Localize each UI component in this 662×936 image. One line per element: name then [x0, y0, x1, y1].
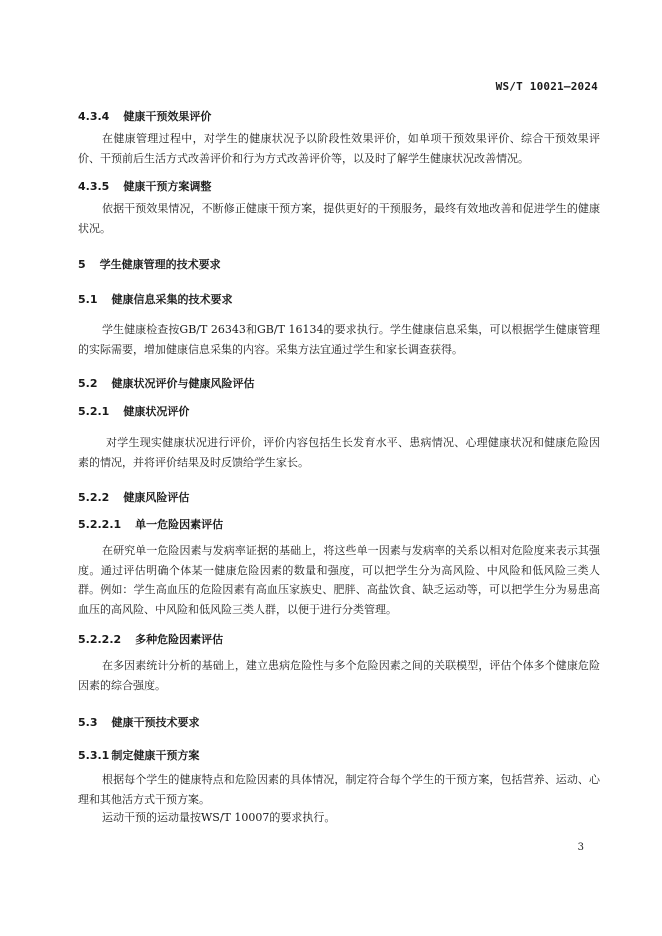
section-heading-5-3-1 [78, 747, 199, 763]
section-number: 4.3.4 [78, 110, 110, 123]
paragraph-5-1: 学生健康检查按GB/T 26343和GB/T 16134的要求执行。学生健康信息采集，可以根据学生健康管理的实际需要，增加健康信息采集的内容。采集方法宜通过学生和家长调查获得。 [78, 323, 600, 356]
paragraph-4-3-5: 依据干预效果情况，不断修正健康干预方案，提供更好的干预服务，最终有效地改善和促进学生的健康状况。 [78, 202, 600, 235]
chapter-number: 5 [78, 258, 86, 271]
chapter-title: 学生健康管理的技术要求 [99, 258, 221, 271]
section-heading-4-3-5 [78, 178, 211, 194]
page-number: 3 [577, 842, 584, 853]
paragraph-5-3-1: 根据每个学生的健康特点和危险因素的具体情况，制定符合每个学生的干预方案，包括营养、运动、心理和其他活方式干预方案。 [78, 773, 600, 806]
section-title: 健康干预方案调整 [123, 180, 212, 193]
section-heading-5-1 [78, 291, 233, 307]
section-number: 5.3 [78, 716, 98, 729]
section-heading-5-2 [78, 375, 255, 391]
section-title: 健康干预技术要求 [111, 716, 200, 729]
section-heading-5-2-1 [78, 403, 189, 419]
paragraph-4-3-4: 在健康管理过程中，对学生的健康状况予以阶段性效果评价，如单项干预效果评价、综合干预效果评价、干预前后生活方式改善评价和行为方式改善评价等，以及时了解学生健康状况改善情况。 [78, 132, 600, 165]
paragraph-5-3-1-exercise: 运动干预的运动量按WS/T 10007的要求执行。 [102, 811, 336, 824]
section-number: 5.3.1 [78, 749, 110, 762]
paragraph-5-2-2-2: 在多因素统计分析的基础上，建立患病危险性与多个危险因素之间的关联模型，评估个体多个健康危险因素的综合强度。 [78, 659, 600, 692]
section-number: 4.3.5 [78, 180, 110, 193]
section-number: 5.2.2.2 [78, 633, 122, 646]
paragraph-5-2-1: 对学生现实健康状况进行评价，评价内容包括生长发育水平、患病情况、心理健康状况和健康危险因素的情况，并将评价结果及时反馈给学生家长。 [78, 436, 600, 469]
document-code: WS/T 10021—2024 [495, 80, 598, 93]
section-heading-4-3-4 [78, 108, 211, 124]
section-heading-5-2-2-2 [78, 631, 223, 647]
chapter-heading-5 [78, 256, 221, 272]
paragraph-5-2-2-1: 在研究单一危险因素与发病率证据的基础上，将这些单一因素与发病率的关系以相对危险度来表示其强度。通过评估明确个体某一健康危险因素的数量和强度，可以把学生分为高风险、中风险和低风险三类人群。例如：学生高血压的危险因素有高血压家族史、肥胖、高盐饮食、缺乏运动等，可以把学生分为易患高血压的高风险、中风险和低风险三类人群，以便于进行分类管理。 [78, 544, 600, 616]
section-title: 多种危险因素评估 [135, 633, 224, 646]
section-number: 5.2 [78, 377, 98, 390]
section-number: 5.1 [78, 293, 98, 306]
section-title: 制定健康干预方案 [111, 749, 200, 762]
section-title: 健康信息采集的技术要求 [111, 293, 233, 306]
section-title: 单一危险因素评估 [135, 518, 224, 531]
section-title: 健康状况评价 [123, 405, 190, 418]
section-heading-5-2-2-1 [78, 516, 223, 532]
section-number: 5.2.2.1 [78, 518, 122, 531]
section-number: 5.2.2 [78, 491, 110, 504]
section-title: 健康状况评价与健康风险评估 [111, 377, 255, 390]
section-title: 健康风险评估 [123, 491, 190, 504]
section-heading-5-3 [78, 714, 200, 730]
section-title: 健康干预效果评价 [123, 110, 212, 123]
section-number: 5.2.1 [78, 405, 110, 418]
section-heading-5-2-2 [78, 489, 189, 505]
